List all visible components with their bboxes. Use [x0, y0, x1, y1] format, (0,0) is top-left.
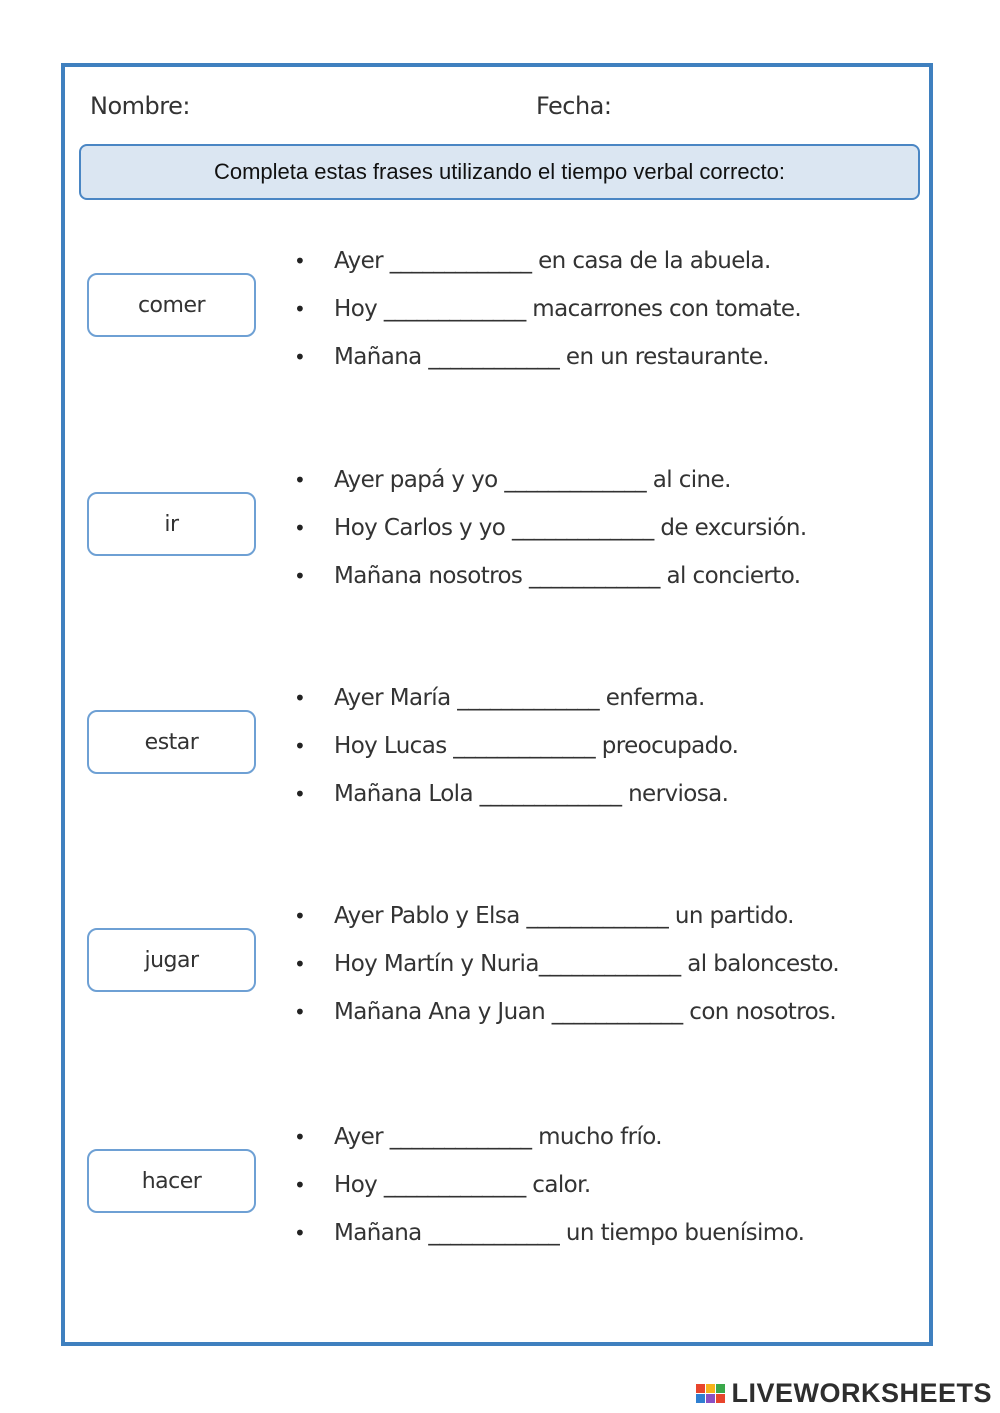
logo-tile: [716, 1394, 725, 1403]
verb-box-estar: estar: [87, 710, 256, 774]
sentence-text: Mañana Lola _____________ nerviosa.: [334, 781, 729, 807]
sentence[interactable]: [294, 1170, 591, 1200]
liveworksheets-brand[interactable]: [696, 1378, 992, 1408]
bullet-icon: •: [294, 952, 306, 976]
verb-box-ir: ir: [87, 492, 256, 556]
liveworksheets-logo-icon: [696, 1384, 725, 1403]
sentence-text: Ayer papá y yo _____________ al cine.: [334, 467, 731, 493]
bullet-icon: •: [294, 904, 306, 928]
bullet-icon: •: [294, 1125, 306, 1149]
bullet-icon: •: [294, 1173, 306, 1197]
sentence[interactable]: [294, 731, 738, 761]
instruction-banner: Completa estas frases utilizando el tiempo verbal correcto:: [79, 144, 920, 200]
sentence-text: Mañana ____________ un tiempo buenísimo.: [334, 1220, 805, 1246]
sentence-text: Mañana ____________ en un restaurante.: [334, 344, 769, 370]
sentence[interactable]: [294, 513, 807, 543]
sentence-text: Hoy Carlos y yo _____________ de excursión.: [334, 515, 807, 541]
logo-tile: [696, 1394, 705, 1403]
name-label: Nombre:: [90, 92, 190, 120]
verb-box-jugar: jugar: [87, 928, 256, 992]
sentence-text: Mañana Ana y Juan ____________ con nosotros.: [334, 999, 837, 1025]
sentence[interactable]: [294, 901, 794, 931]
logo-tile: [706, 1394, 715, 1403]
verb-box-comer: comer: [87, 273, 256, 337]
sentence[interactable]: [294, 246, 771, 276]
bullet-icon: •: [294, 516, 306, 540]
sentence-text: Hoy Lucas _____________ preocupado.: [334, 733, 739, 759]
sentence[interactable]: [294, 1122, 662, 1152]
verb-box-hacer: hacer: [87, 1149, 256, 1213]
bullet-icon: •: [294, 345, 306, 369]
sentence-text: Ayer Pablo y Elsa _____________ un partido.: [334, 903, 794, 929]
logo-tile: [706, 1384, 715, 1393]
bullet-icon: •: [294, 1000, 306, 1024]
date-label: Fecha:: [536, 92, 612, 120]
bullet-icon: •: [294, 1221, 306, 1245]
sentence[interactable]: [294, 949, 839, 979]
sentence[interactable]: [294, 294, 801, 324]
sentence[interactable]: [294, 997, 836, 1027]
bullet-icon: •: [294, 734, 306, 758]
sentence-text: Ayer _____________ mucho frío.: [334, 1124, 663, 1150]
sentence-text: Mañana nosotros ____________ al concierto.: [334, 563, 801, 589]
bullet-icon: •: [294, 782, 306, 806]
sentence-text: Ayer María _____________ enferma.: [334, 685, 705, 711]
sentence-text: Hoy Martín y Nuria_____________ al baloncesto.: [334, 951, 840, 977]
logo-tile: [716, 1384, 725, 1393]
sentence[interactable]: [294, 342, 769, 372]
sentence-text: Hoy _____________ macarrones con tomate.: [334, 296, 802, 322]
bullet-icon: •: [294, 686, 306, 710]
bullet-icon: •: [294, 564, 306, 588]
logo-tile: [696, 1384, 705, 1393]
sentence[interactable]: [294, 683, 705, 713]
bullet-icon: •: [294, 297, 306, 321]
sentence[interactable]: [294, 1218, 804, 1248]
sentence-text: Ayer _____________ en casa de la abuela.: [334, 248, 771, 274]
brand-name: LIVEWORKSHEETS: [731, 1377, 992, 1408]
sentence[interactable]: [294, 779, 728, 809]
sentence-text: Hoy _____________ calor.: [334, 1172, 591, 1198]
sentence[interactable]: [294, 561, 800, 591]
bullet-icon: •: [294, 468, 306, 492]
bullet-icon: •: [294, 249, 306, 273]
sentence[interactable]: [294, 465, 731, 495]
